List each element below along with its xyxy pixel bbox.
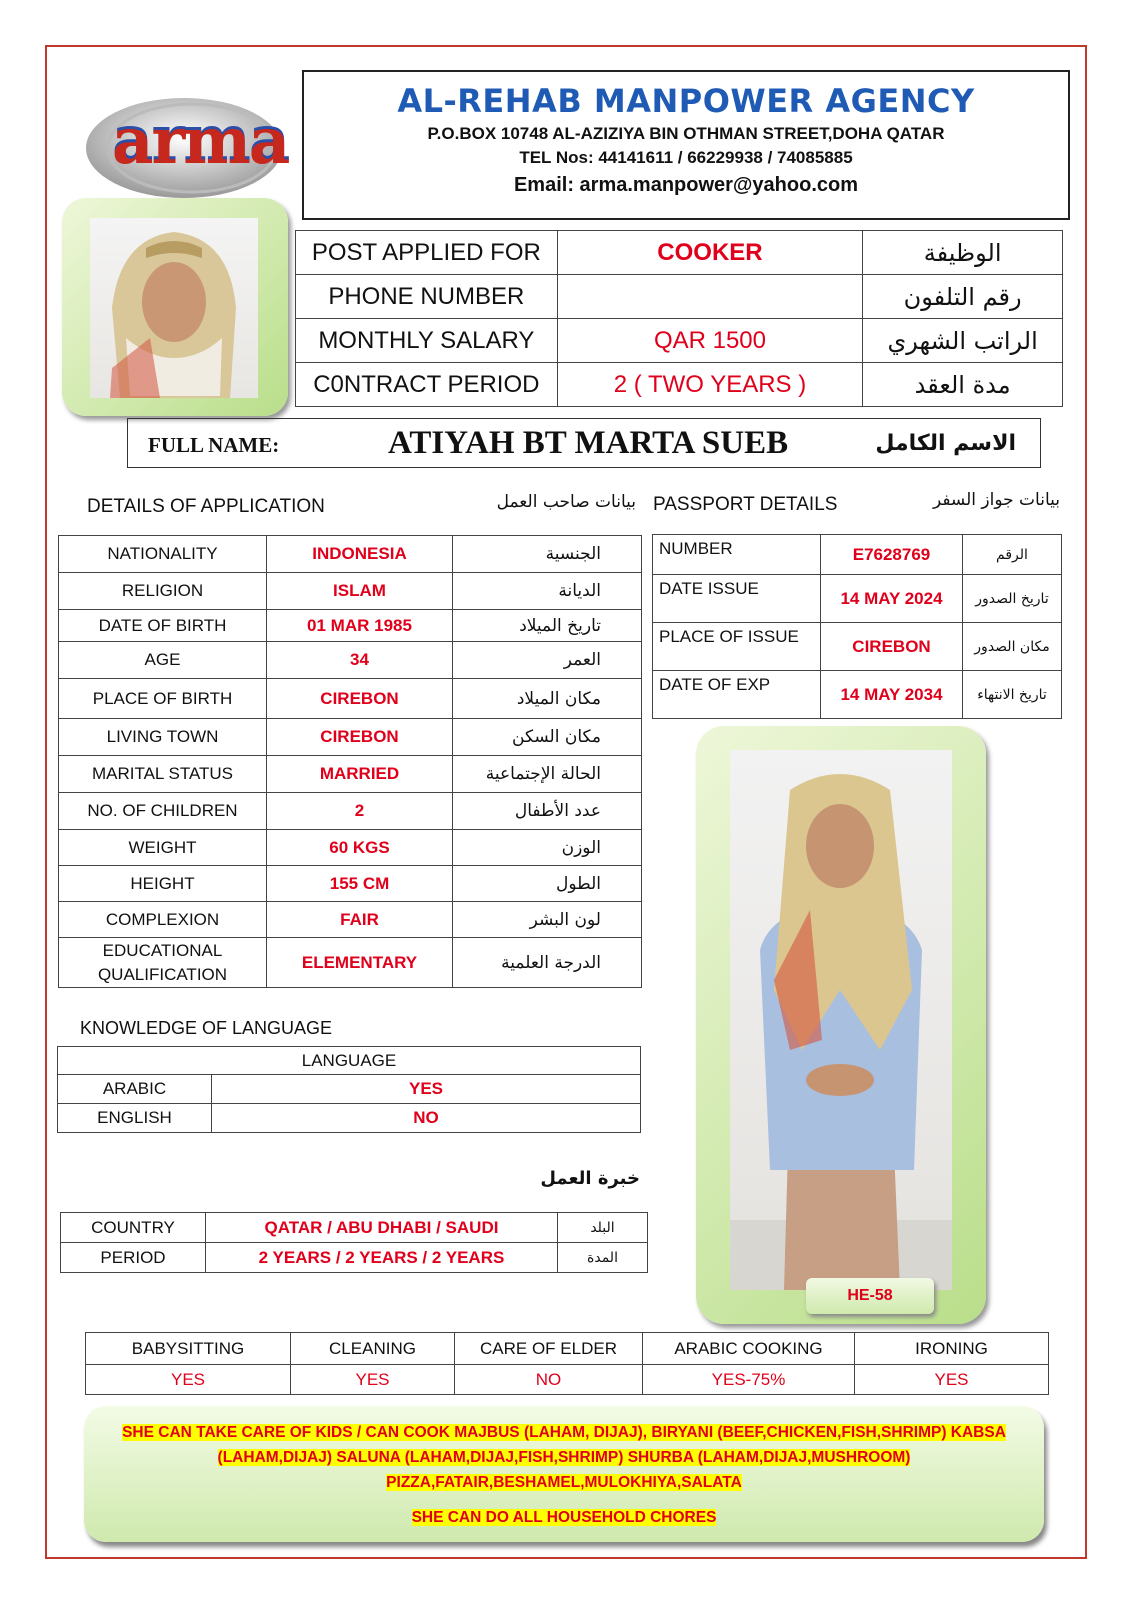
remarks-line: PIZZA,FATAIR,BESHAMEL,MULOKHIYA,SALATA [386,1474,742,1491]
application-label: RELIGION [59,573,267,610]
post-label-ar: الوظيفة [863,231,1063,275]
application-value: CIREBON [267,679,453,719]
skill-header: CLEANING [291,1333,455,1365]
application-label-ar: الطول [453,866,642,902]
application-label: MARITAL STATUS [59,756,267,793]
passport-label-ar: تاريخ الصدور [963,575,1062,623]
application-label-ar: لون البشر [453,902,642,938]
language-header: LANGUAGE [58,1047,641,1075]
phone-row [296,275,1063,319]
application-label: AGE [59,642,267,679]
application-label: HEIGHT [59,866,267,902]
application-label: NATIONALITY [59,536,267,573]
experience-label-ar: المدة [558,1243,648,1273]
passport-label-ar: مكان الصدور [963,623,1062,671]
experience-value: QATAR / ABU DHABI / SAUDI [206,1213,558,1243]
application-label-ar: الحالة الإجتماعية [453,756,642,793]
passport-row [653,671,1062,719]
application-row [59,719,642,756]
application-label: NO. OF CHILDREN [59,793,267,830]
remarks-box [84,1406,1044,1542]
post-label: POST APPLIED FOR [296,231,558,275]
reference-badge [806,1278,934,1314]
full-name-box [127,418,1041,468]
passport-row [653,623,1062,671]
phone-label-ar: رقم التلفون [863,275,1063,319]
application-value: ELEMENTARY [267,938,453,988]
portrait-frame [62,198,288,416]
agency-name: AL-REHAB MANPOWER AGENCY [397,82,975,120]
application-label-ar: عدد الأطفال [453,793,642,830]
full-name-value: ATIYAH BT MARTA SUEB [388,425,789,461]
application-label: COMPLEXION [59,902,267,938]
logo-text: arma [112,104,289,179]
passport-table [652,534,1062,719]
language-value: NO [212,1104,641,1133]
application-value: 2 [267,793,453,830]
contract-row [296,363,1063,407]
language-title: KNOWLEDGE OF LANGUAGE [80,1018,333,1038]
application-label-ar: الوزن [453,830,642,866]
passport-row [653,575,1062,623]
application-table [58,535,642,988]
language-label: ENGLISH [58,1104,212,1133]
application-value: INDONESIA [267,536,453,573]
salary-row [296,319,1063,363]
passport-label: NUMBER [653,535,821,575]
application-row [59,679,642,719]
application-row [59,756,642,793]
passport-label-ar: تاريخ الانتهاء [963,671,1062,719]
post-table [295,230,1063,407]
full-name-label-ar: الاسم الكامل [875,431,1016,456]
agency-header [302,70,1070,220]
remarks-line: SHE CAN TAKE CARE OF KIDS / CAN COOK MAJBUS (LAHAM, DIJAJ), BIRYANI (BEEF,CHICKEN,FISH,SHRIMP) KABSA [122,1424,1006,1441]
passport-value: CIREBON [821,623,963,671]
application-row [59,902,642,938]
language-header-row [58,1047,641,1075]
skills-header-row [86,1333,1049,1365]
experience-row-period [61,1243,648,1273]
experience-title-ar: خبرة العمل [540,1168,640,1189]
application-title-ar: بيانات صاحب العمل [496,492,636,512]
skills-table [85,1332,1049,1395]
salary-value: QAR 1500 [557,319,863,363]
application-label: EDUCATIONAL QUALIFICATION [59,938,267,988]
phone-label: PHONE NUMBER [296,275,558,319]
application-row [59,793,642,830]
skill-header: ARABIC COOKING [643,1333,855,1365]
skill-value: NO [455,1365,643,1395]
application-label: LIVING TOWN [59,719,267,756]
application-label: DATE OF BIRTH [59,610,267,642]
experience-label-ar: البلد [558,1213,648,1243]
full-body-photo-frame [696,726,986,1324]
passport-value: E7628769 [821,535,963,575]
application-row [59,866,642,902]
skill-value: YES [86,1365,291,1395]
reference-code: HE-58 [847,1287,893,1304]
application-row [59,938,642,988]
passport-label: DATE ISSUE [653,575,821,623]
contract-value: 2 ( TWO YEARS ) [557,363,863,407]
application-label-ar: مكان الميلاد [453,679,642,719]
application-title: DETAILS OF APPLICATION [87,496,325,517]
application-label-ar: مكان السكن [453,719,642,756]
salary-label-ar: الراتب الشهري [863,319,1063,363]
application-value: 155 CM [267,866,453,902]
passport-title-ar: بيانات جواز السفر [932,490,1060,510]
passport-title: PASSPORT DETAILS [653,494,838,515]
remarks-line: SHE CAN DO ALL HOUSEHOLD CHORES [411,1509,717,1526]
application-value: MARRIED [267,756,453,793]
portrait-photo [90,218,258,398]
passport-row [653,535,1062,575]
post-row [296,231,1063,275]
experience-value: 2 YEARS / 2 YEARS / 2 YEARS [206,1243,558,1273]
skill-header: IRONING [855,1333,1049,1365]
application-value: FAIR [267,902,453,938]
application-label: PLACE OF BIRTH [59,679,267,719]
application-row [59,536,642,573]
skills-value-row [86,1365,1049,1395]
experience-label: PERIOD [61,1243,206,1273]
language-row-arabic [58,1075,641,1104]
full-name-label: FULL NAME: [148,433,280,457]
contract-label: C0NTRACT PERIOD [296,363,558,407]
passport-value: 14 MAY 2034 [821,671,963,719]
language-row-english [58,1104,641,1133]
agency-email: Email: arma.manpower@yahoo.com [513,174,859,196]
agency-logo [84,90,289,202]
full-body-photo [730,750,952,1290]
experience-label: COUNTRY [61,1213,206,1243]
remarks-line: (LAHAM,DIJAJ) SALUNA (LAHAM,DIJAJ,FISH,SHRIMP) SHURBA (LAHAM,DIJAJ,MUSHROOM) [217,1449,911,1466]
application-value: 60 KGS [267,830,453,866]
application-row [59,830,642,866]
application-row [59,642,642,679]
application-row [59,573,642,610]
agency-address: P.O.BOX 10748 AL-AZIZIYA BIN OTHMAN STREET,DOHA QATAR [427,124,945,143]
application-label: WEIGHT [59,830,267,866]
skill-value: YES-75% [643,1365,855,1395]
passport-label: PLACE OF ISSUE [653,623,821,671]
application-value: CIREBON [267,719,453,756]
skill-value: YES [291,1365,455,1395]
passport-value: 14 MAY 2024 [821,575,963,623]
experience-row-country [61,1213,648,1243]
experience-table [60,1212,648,1273]
skill-header: CARE OF ELDER [455,1333,643,1365]
agency-tel: TEL Nos: 44141611 / 66229938 / 74085885 [519,148,853,167]
application-label-ar: تاريخ الميلاد [453,610,642,642]
language-table [57,1046,641,1133]
application-value: 34 [267,642,453,679]
skill-header: BABYSITTING [86,1333,291,1365]
passport-label-ar: الرقم [963,535,1062,575]
application-value: ISLAM [267,573,453,610]
language-value: YES [212,1075,641,1104]
contract-label-ar: مدة العقد [863,363,1063,407]
phone-value [557,275,863,319]
application-label-ar: الديانة [453,573,642,610]
salary-label: MONTHLY SALARY [296,319,558,363]
post-value: COOKER [557,231,863,275]
application-value: 01 MAR 1985 [267,610,453,642]
application-row [59,610,642,642]
application-label-ar: الجنسية [453,536,642,573]
skill-value: YES [855,1365,1049,1395]
application-label-ar: الدرجة العلمية [453,938,642,988]
passport-label: DATE OF EXP [653,671,821,719]
language-label: ARABIC [58,1075,212,1104]
application-label-ar: العمر [453,642,642,679]
